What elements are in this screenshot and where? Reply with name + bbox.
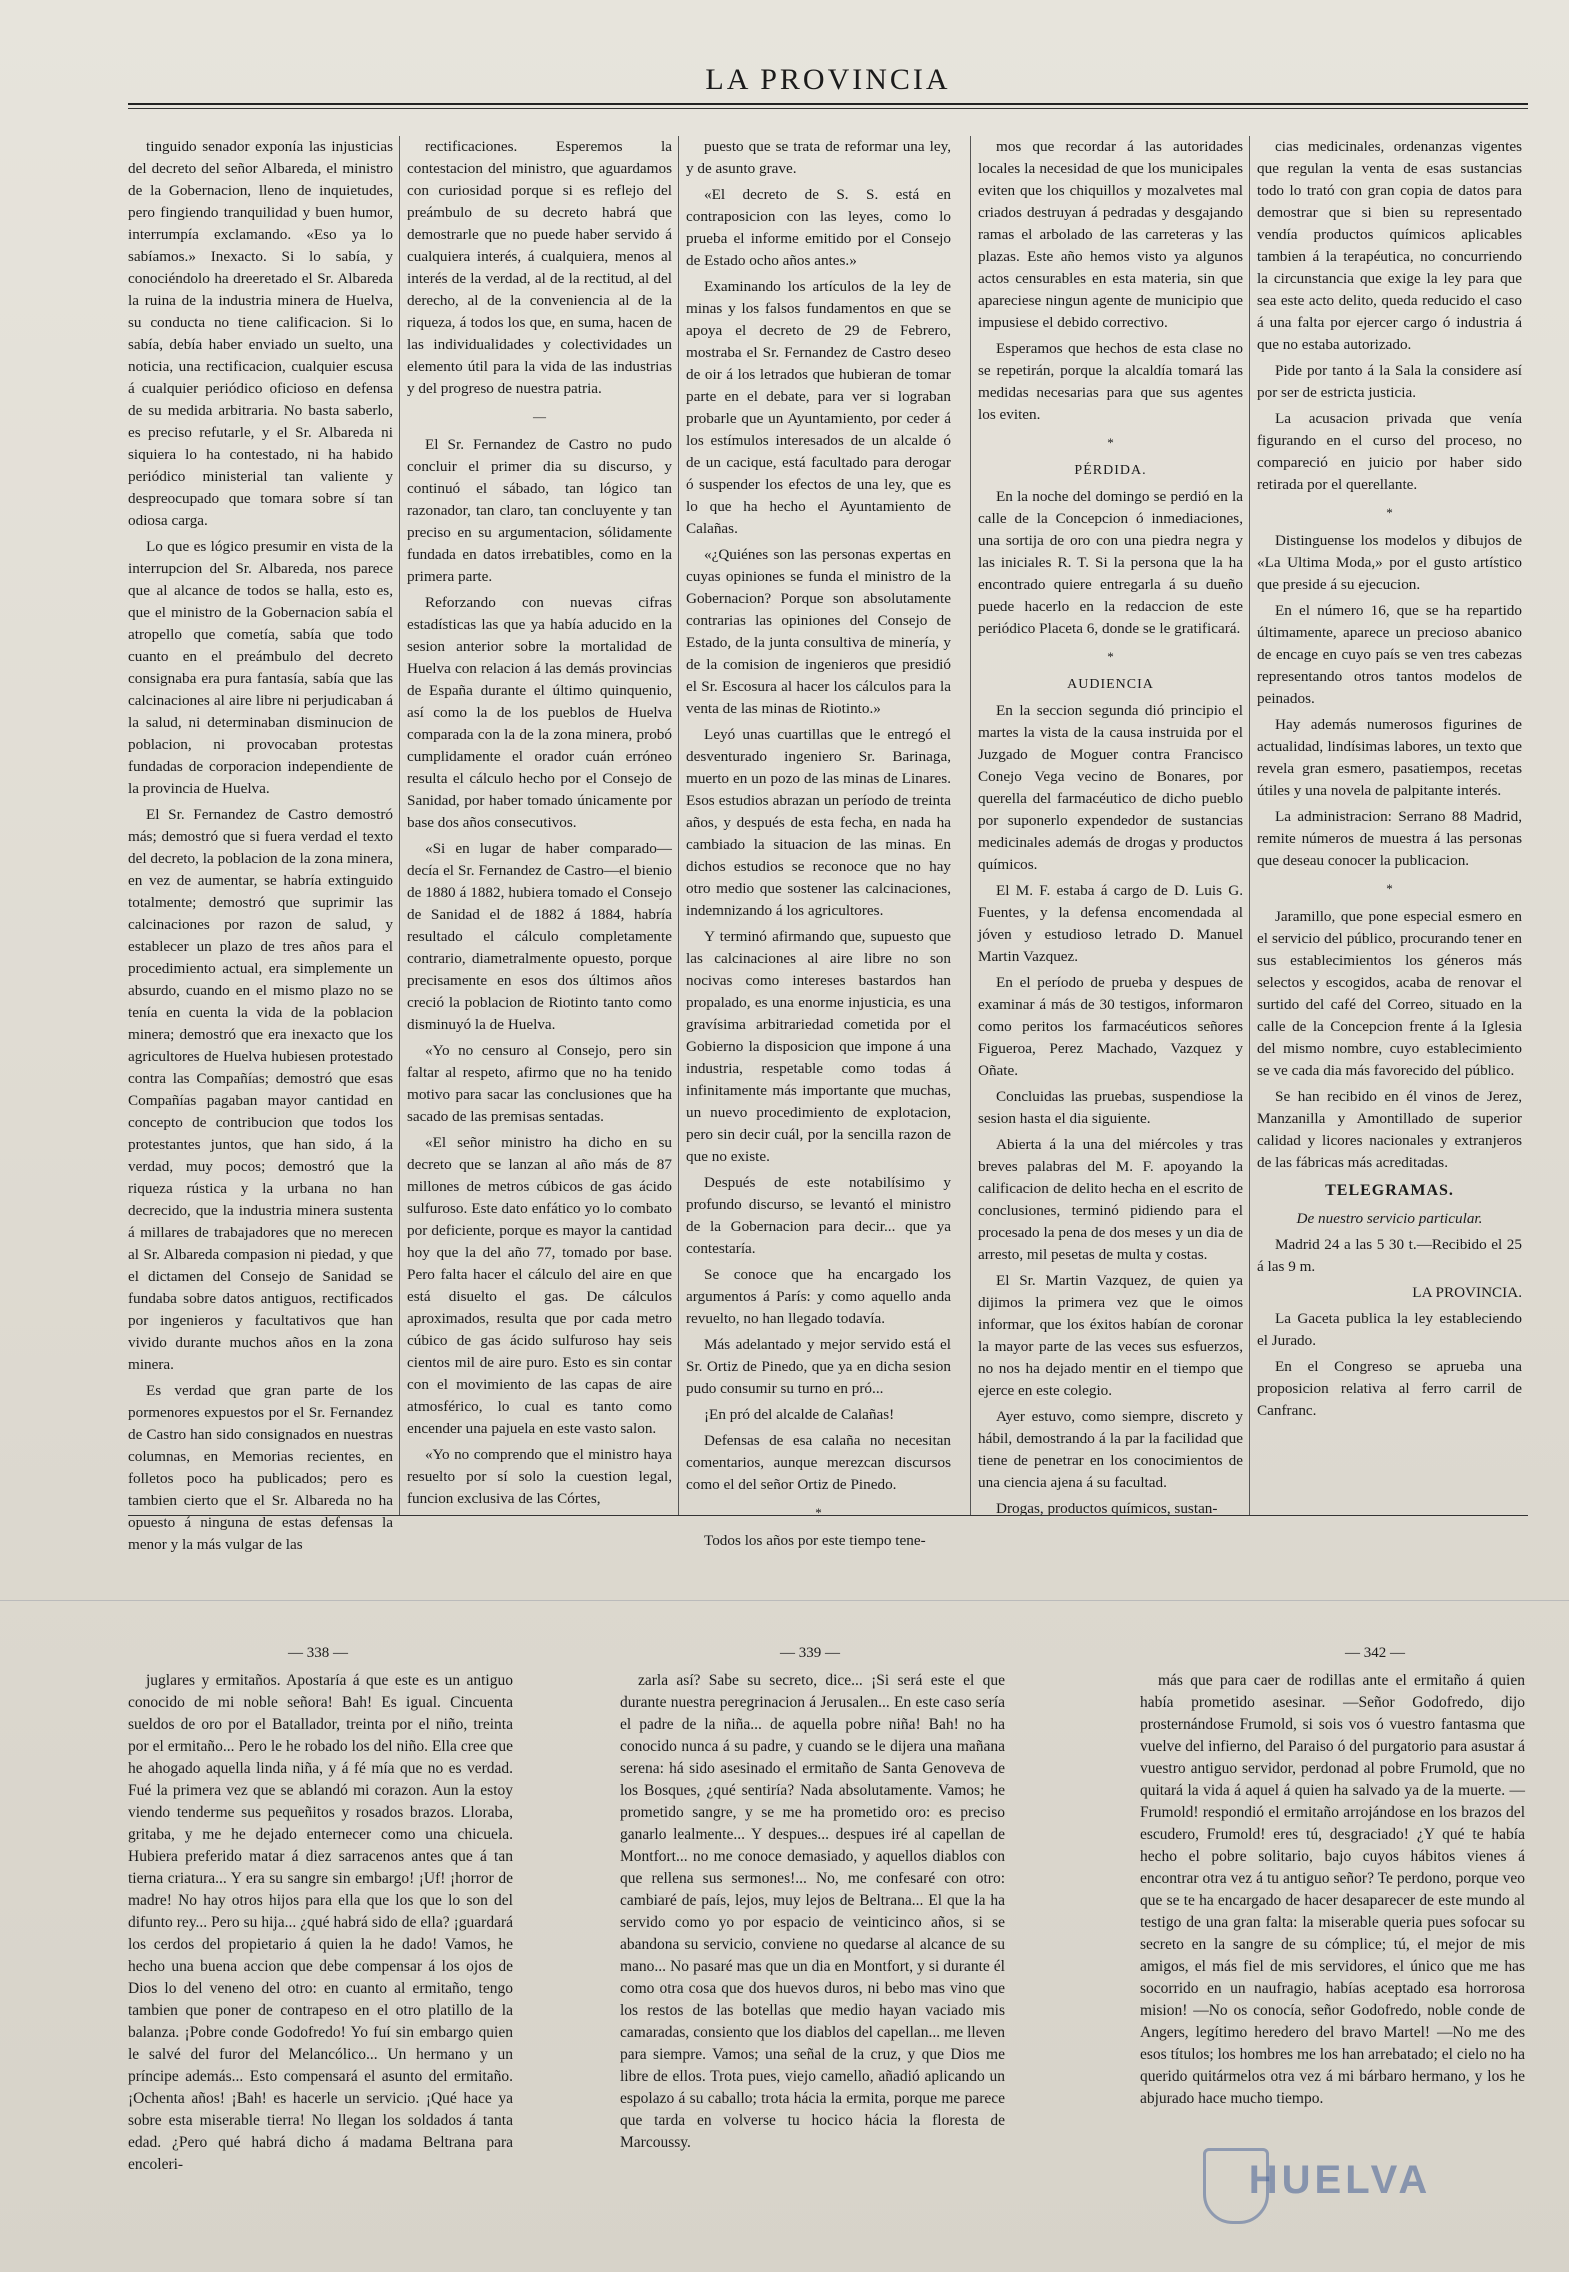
paragraph: «¿Quiénes son las personas expertas en cuyas opiniones se funda el ministro de la Gobernacion? Porque son absolutamente contrarias las opiniones del Consejo de Estado, de la junta consultiva de minería, y de la comision de ingenieros que presidió el Sr. Escosura al hacer los cálculos para la venta de las minas de Riotinto.» bbox=[686, 546, 951, 717]
serial-paragraph: juglares y ermitaños. Apostaría á que este es un antiguo conocido de mi noble señora! Bah! Es igual. Cincuenta sueldos de oro por el Batallador, treinta por el niño, treinta por el ermitaño... Pero le he robado los del niño. Ella cree que he ahogado aquella linda niña, y á fé mía que no es verdad. Fué la primera vez que se ablandó mi corazon. Aun la estoy viendo tenderme sus pequeñitos y rosados brazos. Lloraba, gritaba, y me he dejado enternecer como una chicuela. Hubiera preferido matar á diez sarracenos antes que á tan tierna criatura... Y era su sangre sin embargo! ¡Uf! ¡horror de madre! No hay otros hijos para ella que los que lo son del difunto rey... Pero su hija... ¿qué habrá sido de ella? ¡guardará los cerdos del propietario á quien la he dado! Vamos, he hecho una buena accion que debe compensar á los ojos de Dios lo del veneno del otro: en cuanto al ermitaño, tengo tambien que poner de contrapeso en el otro platillo de la balanza. ¡Pobre conde Godofredo! Yo fuí sin embargo quien le salvé del furor del Melancólico... Un hermano y un príncipe además... Esto compensará el asunto del ermitaño. ¡Ochenta años! ¡Bah! es hacerle un servicio. ¡Qué hace ya sobre esta miserable tierra! No llegan los soldados á tanta edad. ¿Pero qué habrá dicho á madama Beltrana para encoleri- bbox=[128, 1672, 513, 2173]
section-dash: — bbox=[533, 409, 546, 424]
serial-column-2 bbox=[620, 1670, 1005, 2230]
paragraph: Se han recibido en él vinos de Jerez, Manzanilla y Amontillado de superior calidad y licores nacionales y extranjeros de las fábricas más acreditadas. bbox=[1257, 1088, 1522, 1171]
section-ornament: * bbox=[815, 1505, 822, 1520]
paragraph: Madrid 24 a las 5 30 t.—Recibido el 25 á las 9 m. bbox=[1257, 1236, 1522, 1275]
paragraph: Esperamos que hechos de esta clase no se repetirán, porque la alcaldía tomará las medidas necesarias para que sus agentes los eviten. bbox=[978, 340, 1243, 423]
column-divider bbox=[399, 136, 400, 1516]
paragraph: Pide por tanto á la Sala la considere así por ser de estricta justicia. bbox=[1257, 362, 1522, 401]
paragraph: El Sr. Martin Vazquez, de quien ya dijimos la primera vez que le oimos informar, que los éxitos habían de coronar la mayor parte de las veces sus esfuerzos, no nos ha dejado mentir en el tiempo que ejerce en este colegio. bbox=[978, 1272, 1243, 1399]
page-bottom-rule bbox=[128, 1515, 1528, 1516]
paragraph: La administracion: Serrano 88 Madrid, remite números de muestra á las personas que deseau conocer la publicacion. bbox=[1257, 808, 1522, 869]
section-heading: AUDIENCIA bbox=[1067, 677, 1154, 692]
section-ornament: * bbox=[1386, 881, 1393, 896]
paragraph: El Sr. Fernandez de Castro no pudo concluir el primer dia su discurso, y continuó el sábado, tan lógico tan razonador, tan claro, tan concluyente y tan preciso en su argumentacion, sólidamente fundada en datos irrebatibles, como en la primera parte. bbox=[407, 436, 672, 585]
serial-paragraph: zarla así? Sabe su secreto, dice... ¡Si será este el que durante nuestra peregrinacion á Jerusalen... En este caso sería el padre de la niña... de aquella pobre niña! Bah! no ha conocido nunca á su padre, y cuando se le dijera una mañana serena: há sido asesinado el ermitaño de Santa Genoveva de los Bosques, ¿qué sentiría? Nada absolutamente. Vamos; he prometido sangre, y se me ha prometido oro: es preciso ganarlo lealmente... Y despues... despues iré al capellan de Montfort... no me conoce demasiado, y aquellos diablos con que rellena sus sermones!... No, me confesaré con otro: cambiaré de país, lejos, muy lejos de Beltrana... El que la ha servido como yo por espacio de veinticinco años, si se abandona su servicio, conviene no quedarse al alcance de su mano... No pasaré mas que un dia en Montfort, y si durante él como otra cosa que dos huevos duros, ni bebo mas vino que los restos de las botellas que medio hayan vaciado mis camaradas, consiento que los diablos del capellan... me lleven para siempre. Vamos; una señal de la cruz, y que Dios me libre de ellos. Trota pues, viejo camello, añadió aplicando un espolazo á su caballo; trota hácia la ermita, porque me parece que tarda en volverse tu hocico hácia la floresta de Marcoussy. bbox=[620, 1672, 1005, 2151]
paragraph: Concluidas las pruebas, suspendiose la sesion hasta el dia siguiente. bbox=[978, 1088, 1243, 1127]
paragraph: puesto que se trata de reformar una ley, y de asunto grave. bbox=[686, 138, 951, 177]
paragraph: La Gaceta publica la ley estableciendo el Jurado. bbox=[1257, 1310, 1522, 1349]
paragraph: Es verdad que gran parte de los pormenores expuestos por el Sr. Fernandez de Castro han sido consignados en nuestras columnas, en Memorias recientes, en folletos poco ha publicados; pero es tambien cierto que el Sr. Albareda no ha opuesto á ninguna de estas defensas la menor y la más vulgar de las bbox=[128, 1382, 393, 1553]
paragraph: Después de este notabilísimo y profundo discurso, se levantó el ministro de la Gobernacion para decir... que ya contestaría. bbox=[686, 1174, 951, 1257]
paragraph: La acusacion privada que venía figurando en el curso del proceso, no compareció en juicio por haber sido retirada por el querellante. bbox=[1257, 410, 1522, 493]
paragraph: Ayer estuvo, como siempre, discreto y hábil, demostrando á la par la facilidad que tiene de penetrar en los conocimientos de una ciencia ajena á su facultad. bbox=[978, 1408, 1243, 1491]
paragraph: En el período de prueba y despues de examinar á más de 30 testigos, informaron como peritos los farmacéuticos señores Figueroa, Perez Machado, Vazquez y Oñate. bbox=[978, 974, 1243, 1079]
article-column-1 bbox=[128, 136, 393, 1553]
page-number-338: — 338 — bbox=[288, 1645, 348, 1661]
signature: LA PROVINCIA. bbox=[1412, 1284, 1522, 1301]
paragraph: En la noche del domingo se perdió en la calle de la Concepcion ó inmediaciones, una sortija de oro con una piedra negra y las iniciales R. T. Si la persona que la ha encontrado quiere entregarla á su dueño puede hacerlo en la redaccion de este periódico Placeta 6, donde se le gratificará. bbox=[978, 488, 1243, 637]
paragraph: En el Congreso se aprueba una proposicion relativa al ferro carril de Canfranc. bbox=[1257, 1358, 1522, 1419]
paragraph: Jaramillo, que pone especial esmero en el servicio del público, procurando tener en sus establecimientos los géneros más selectos y escogidos, acaba de renovar el surtido del café del Correo, situado en la calle de la Concepcion frente á la Iglesia del mismo nombre, cuyo establecimiento se ve cada dia más favorecido del público. bbox=[1257, 908, 1522, 1079]
section-ornament: * bbox=[1107, 435, 1114, 450]
paragraph: Lo que es lógico presumir en vista de la interrupcion del Sr. Albareda, nos parece que al alcance de todos se halla, esto es, que el ministro de la Gobernacion sabía el atropello que cometía, sabía que todo cuanto en el preámbulo del decreto consignaba era pura fantasía, sabía que las calcinaciones al aire libre ni perjudicaban á la salud, ni determinaban disminucion de poblacion, ni provocaban protestas fundadas de corporacion independiente de la provincia de Huelva. bbox=[128, 538, 393, 797]
paragraph: Reforzando con nuevas cifras estadísticas las que ya había aducido en la sesion anterior sobre la mortalidad de Huelva con relacion á las demás provincias de España durante el último quinquenio, así como la de los pueblos de Huelva comparada con la de la zona minera, probó cumplidamente el orador cuán erróneo resulta el cálculo hecho por el Consejo de Sanidad, por haber tomado únicamente por base dos años consecutivos. bbox=[407, 594, 672, 831]
paragraph: «Yo no censuro al Consejo, pero sin faltar al respeto, afirmo que no ha tenido motivo para sacar las conclusiones que ha sacado de las premisas sentadas. bbox=[407, 1042, 672, 1125]
paragraph: Todos los años por este tiempo tene- bbox=[704, 1532, 926, 1549]
paragraph: «El decreto de S. S. está en contraposicion con las leyes, como lo prueba el informe emitido por el Consejo de Estado ocho años antes.» bbox=[686, 186, 951, 269]
paragraph: rectificaciones. Esperemos la contestacion del ministro, que aguardamos con curiosidad porque si es reflejo del preámbulo de su decreto habrá que demostrarle que no puede haber servido á cualquiera interés, á cualquiera, menos al interés de la verdad, al de la rectitud, al del derecho, al de la conveniencia al de la riqueza, á todos los que, en suma, hacen de las individualidades y colectividades un elemento útil para la vida de las industrias y del progreso de nuestra patria. bbox=[407, 138, 672, 397]
serial-paragraph: más que para caer de rodillas ante el ermitaño á quien había prometido asesinar. —Señor Godofredo, dijo prosternándose Frumold, si sois vos ó vuestro fantasma que vuelve del infierno, del Paraiso ó del purgatorio para asustar á vuestro antiguo servidor, perdonad al pobre Frumold, que no quitará la vida á aquel á quien ha salvado ya de la muerte. —Frumold! respondió el ermitaño arrojándose en los brazos del escudero, Frumold! eres tú, desgraciado! ¿Y qué te había hecho el pobre solitario, bajo cuyos hábitos vienes á encontrar otra vez á tu antiguo señor? Te perdono, porque veo que se te ha encargado de hacer desaparecer de este mundo al testigo de una gran falta: la miserable queria pues sofocar su secreto en la sangre de su cómplice; tú, el mejor de mis amigos, el más fiel de mis servidores, el único que me has socorrido en un naufragio, habías aceptado esa horrorosa mision! —No os conocía, señor Godofredo, noble conde de Angers, legítimo heredero del bravo Martel! —No me des esos títulos; los hombres me los han arrebatado; el cielo no ha querido quitármelos otra vez á mi bárbaro hermano, y los he abjurado hace mucho tiempo. bbox=[1140, 1672, 1525, 2107]
article-column-3 bbox=[686, 136, 951, 1549]
section-heading: TELEGRAMAS. bbox=[1325, 1182, 1454, 1199]
paragraph: ¡En pró del alcalde de Calañas! bbox=[704, 1406, 895, 1423]
paragraph: «Yo no comprendo que el ministro haya resuelto por sí solo la cuestion legal, funcion exclusiva de las Córtes, bbox=[407, 1446, 672, 1507]
paragraph: Examinando los artículos de la ley de minas y los falsos fundamentos en que se apoya el decreto de 29 de Febrero, mostraba el Sr. Fernandez de Castro deseo de oir á los letrados que hubieran de tomar parte en el debate, para ver si lograban probarle que un Ayuntamiento, por ceder á los estímulos interesados de un alcalde ó de un cacique, está facultado para derogar ó suspender los efectos de una ley, que es lo que ha hecho el Ayuntamiento de Calañas. bbox=[686, 278, 951, 537]
paragraph: En la seccion segunda dió principio el martes la vista de la causa instruida por el Juzgado de Moguer contra Francisco Conejo Vega vecino de Bonares, por querella del farmacéutico de dicho pueblo por suponerlo expendedor de sustancias medicinales además de drogas y productos químicos. bbox=[978, 702, 1243, 873]
column-divider bbox=[970, 136, 971, 1516]
fold-line bbox=[0, 1600, 1569, 1601]
masthead-rule bbox=[128, 103, 1528, 105]
page-number-339: — 339 — bbox=[780, 1645, 840, 1661]
paragraph: mos que recordar á las autoridades locales la necesidad de que los municipales eviten que los chiquillos y mozalvetes mal criados destruyan á pedradas y desgajando ramas el arbolado de las carreteras y las plazas. Este año hemos visto ya algunos actos censurables en esta materia, sin que apareciese ningun agente de municipio que impusiese el debido correctivo. bbox=[978, 138, 1243, 331]
column-divider bbox=[678, 136, 679, 1516]
paragraph: Drogas, productos químicos, sustan- bbox=[996, 1500, 1218, 1517]
section-heading: PÉRDIDA. bbox=[1074, 463, 1147, 478]
paragraph: tinguido senador exponía las injusticias del decreto del señor Albareda, el ministro de la Gobernacion, lleno de inquietudes, pero fingiendo tranquilidad y buen humor, interrumpía exclamando. «Eso ya lo sabíamos.» Inexacto. Si lo sabía, y conociéndolo ha dreeretado el Sr. Albareda la ruina de la industria minera de Huelva, su conducta no tiene calificacion. Si lo sabía, debía haber enviado un suelto, una noticia, una rectificacion, cualquier escusa á cualquier periódico oficioso en defensa de su medida arbitraria. No basta saberlo, es preciso refutarle, y el Sr. Albareda ni siquiera lo ha contestado, ni ha habido periódico ministerial tan valiente y despreocupado que tomara sobre sí tan odiosa carga. bbox=[128, 138, 393, 529]
stamp-text: HUELVA bbox=[1248, 2158, 1432, 2202]
serial-column-1 bbox=[128, 1670, 513, 2230]
column-divider bbox=[1249, 136, 1250, 1516]
paragraph: Abierta á la una del miércoles y tras breves palabras del M. F. apoyando la calificacion de delito hecha en el escrito de conclusiones, terminó pidiendo para el procesado la pena de dos meses y un dia de arresto, mil pesetas de multa y costas. bbox=[978, 1136, 1243, 1263]
paragraph: Y terminó afirmando que, supuesto que las calcinaciones al aire libre no son nocivas como intereses bastardos han propalado, es una enorme injusticia, es una gravísima arbitrariedad cometida por el Gobierno la disposicion que impone á una industria, respetable como todas á infinitamente más importante que muchas, un nuevo procedimiento de explotacion, pero sin decir cuál, por la sencilla razon de que no existe. bbox=[686, 928, 951, 1165]
shield-icon bbox=[1203, 2148, 1269, 2224]
paragraph: Se conoce que ha encargado los argumentos á París: y como aquello anda revuelto, no han llegado todavía. bbox=[686, 1266, 951, 1327]
page-number-342: — 342 — bbox=[1345, 1645, 1405, 1661]
section-ornament: * bbox=[1107, 649, 1114, 664]
article-column-4 bbox=[978, 136, 1243, 1516]
library-stamp bbox=[1195, 2120, 1485, 2240]
article-column-2 bbox=[407, 136, 672, 1516]
paragraph: «Si en lugar de haber comparado—decía el Sr. Fernandez de Castro—el bienio de 1880 á 1882, hubiera tomado el Consejo de Sanidad el de 1882 á 1884, habría resultado el cálculo completamente contrario, diametralmente opuesto, porque precisamente en esos dos últimos años creció la poblacion de Riotinto tanto como disminuyó la de Huelva. bbox=[407, 840, 672, 1033]
paragraph: El Sr. Fernandez de Castro demostró más; demostró que si fuera verdad el texto del decreto, la poblacion de la zona minera, en vez de aumentar, se habría extinguido totalmente; demostró que suprimir las calcinaciones por razon de salud, y establecer un plazo de tres años para el procedimiento actual, era simplemente un absurdo, cuando en el mismo plazo no se tenía en cuenta la vida de la poblacion minera; demostró que era inexacto que los agricultores de Huelva hubiesen protestado contra las Compañías; demostró que esas Compañías pagaban mayor cantidad en concepto de contribucion que todos los protestantes juntos, que han sido, á la verdad, muy pocos; demostró que la riqueza rústica y la urbana no han decrecido, que la industria minera sustenta á millares de trabajadores que no merecen al Sr. Albareda compasion ni piedad, y que el dictamen del Consejo de Sanidad se fundaba sobre datos antiguos, rectificados por ingenieros y facultativos que han vivido durante muchos años en la zona minera. bbox=[128, 806, 393, 1373]
masthead-rule-thin bbox=[128, 108, 1528, 109]
article-column-5 bbox=[1257, 136, 1522, 1516]
newspaper-title: LA PROVINCIA bbox=[705, 63, 951, 96]
paragraph: En el número 16, que se ha repartido últimamente, aparece un precioso abanico de encage en cuyo país se ven tres cabezas representando otros tantos modelos de peinados. bbox=[1257, 602, 1522, 707]
paragraph: Más adelantado y mejor servido está el Sr. Ortiz de Pinedo, que ya en dicha sesion pudo consumir su turno en pró... bbox=[686, 1336, 951, 1397]
section-ornament: * bbox=[1386, 505, 1393, 520]
paragraph: Defensas de esa calaña no necesitan comentarios, aunque merezcan discursos como el del señor Ortiz de Pinedo. bbox=[686, 1432, 951, 1493]
paragraph: El M. F. estaba á cargo de D. Luis G. Fuentes, y la defensa encomendada al jóven y estudioso letrado D. Manuel Martin Vazquez. bbox=[978, 882, 1243, 965]
paragraph: Distinguense los modelos y dibujos de «La Ultima Moda,» por el gusto artístico que preside á su ejecucion. bbox=[1257, 532, 1522, 593]
paragraph: «El señor ministro ha dicho en su decreto que se lanzan al año más de 87 millones de metros cúbicos de gas ácido sulfuroso. Este dato enfático yo lo combato por deficiente, porque es mayor la cantidad hoy que la del año 77, tomado por base. Pero falta hacer el cálculo del aire en que está disuelto el gas. De cálculos aproximados, resulta que por cada metro cúbico de gas ácido sulfuroso hay seis cientos mil de aire puro. Esto es sin contar con el movimiento de las capas de aire atmosférico, lo cual es tanto como encender una pajuela en este vasto salon. bbox=[407, 1134, 672, 1437]
subheading: De nuestro servicio particular. bbox=[1296, 1210, 1483, 1227]
paragraph: Leyó unas cuartillas que le entregó el desventurado ingeniero Sr. Barinaga, muerto en un pozo de las minas de Linares. Esos estudios abrazan un período de treinta años, y después de esta fecha, en nada ha cambiado la situacion de las minas. En dichos estudios se reconoce que no hay otro medio que sostener las calcinaciones, indemnizando á los agricultores. bbox=[686, 726, 951, 919]
paragraph: Hay además numerosos figurines de actualidad, lindísimas labores, un texto que revela gran esmero, pasatiempos, recetas útiles y una novela de palpitante interés. bbox=[1257, 716, 1522, 799]
paragraph: cias medicinales, ordenanzas vigentes que regulan la venta de esas sustancias todo lo trató con gran copia de datos para demostrar que si bien su representado vendía productos químicos aplicables tambien á la terapéutica, no concurriendo la circunstancia que exige la ley para que sea este acto delito, queda reducido el caso á una falta por ejercer cargo ó industria á que no estaba autorizado. bbox=[1257, 138, 1522, 353]
masthead bbox=[128, 60, 1528, 105]
